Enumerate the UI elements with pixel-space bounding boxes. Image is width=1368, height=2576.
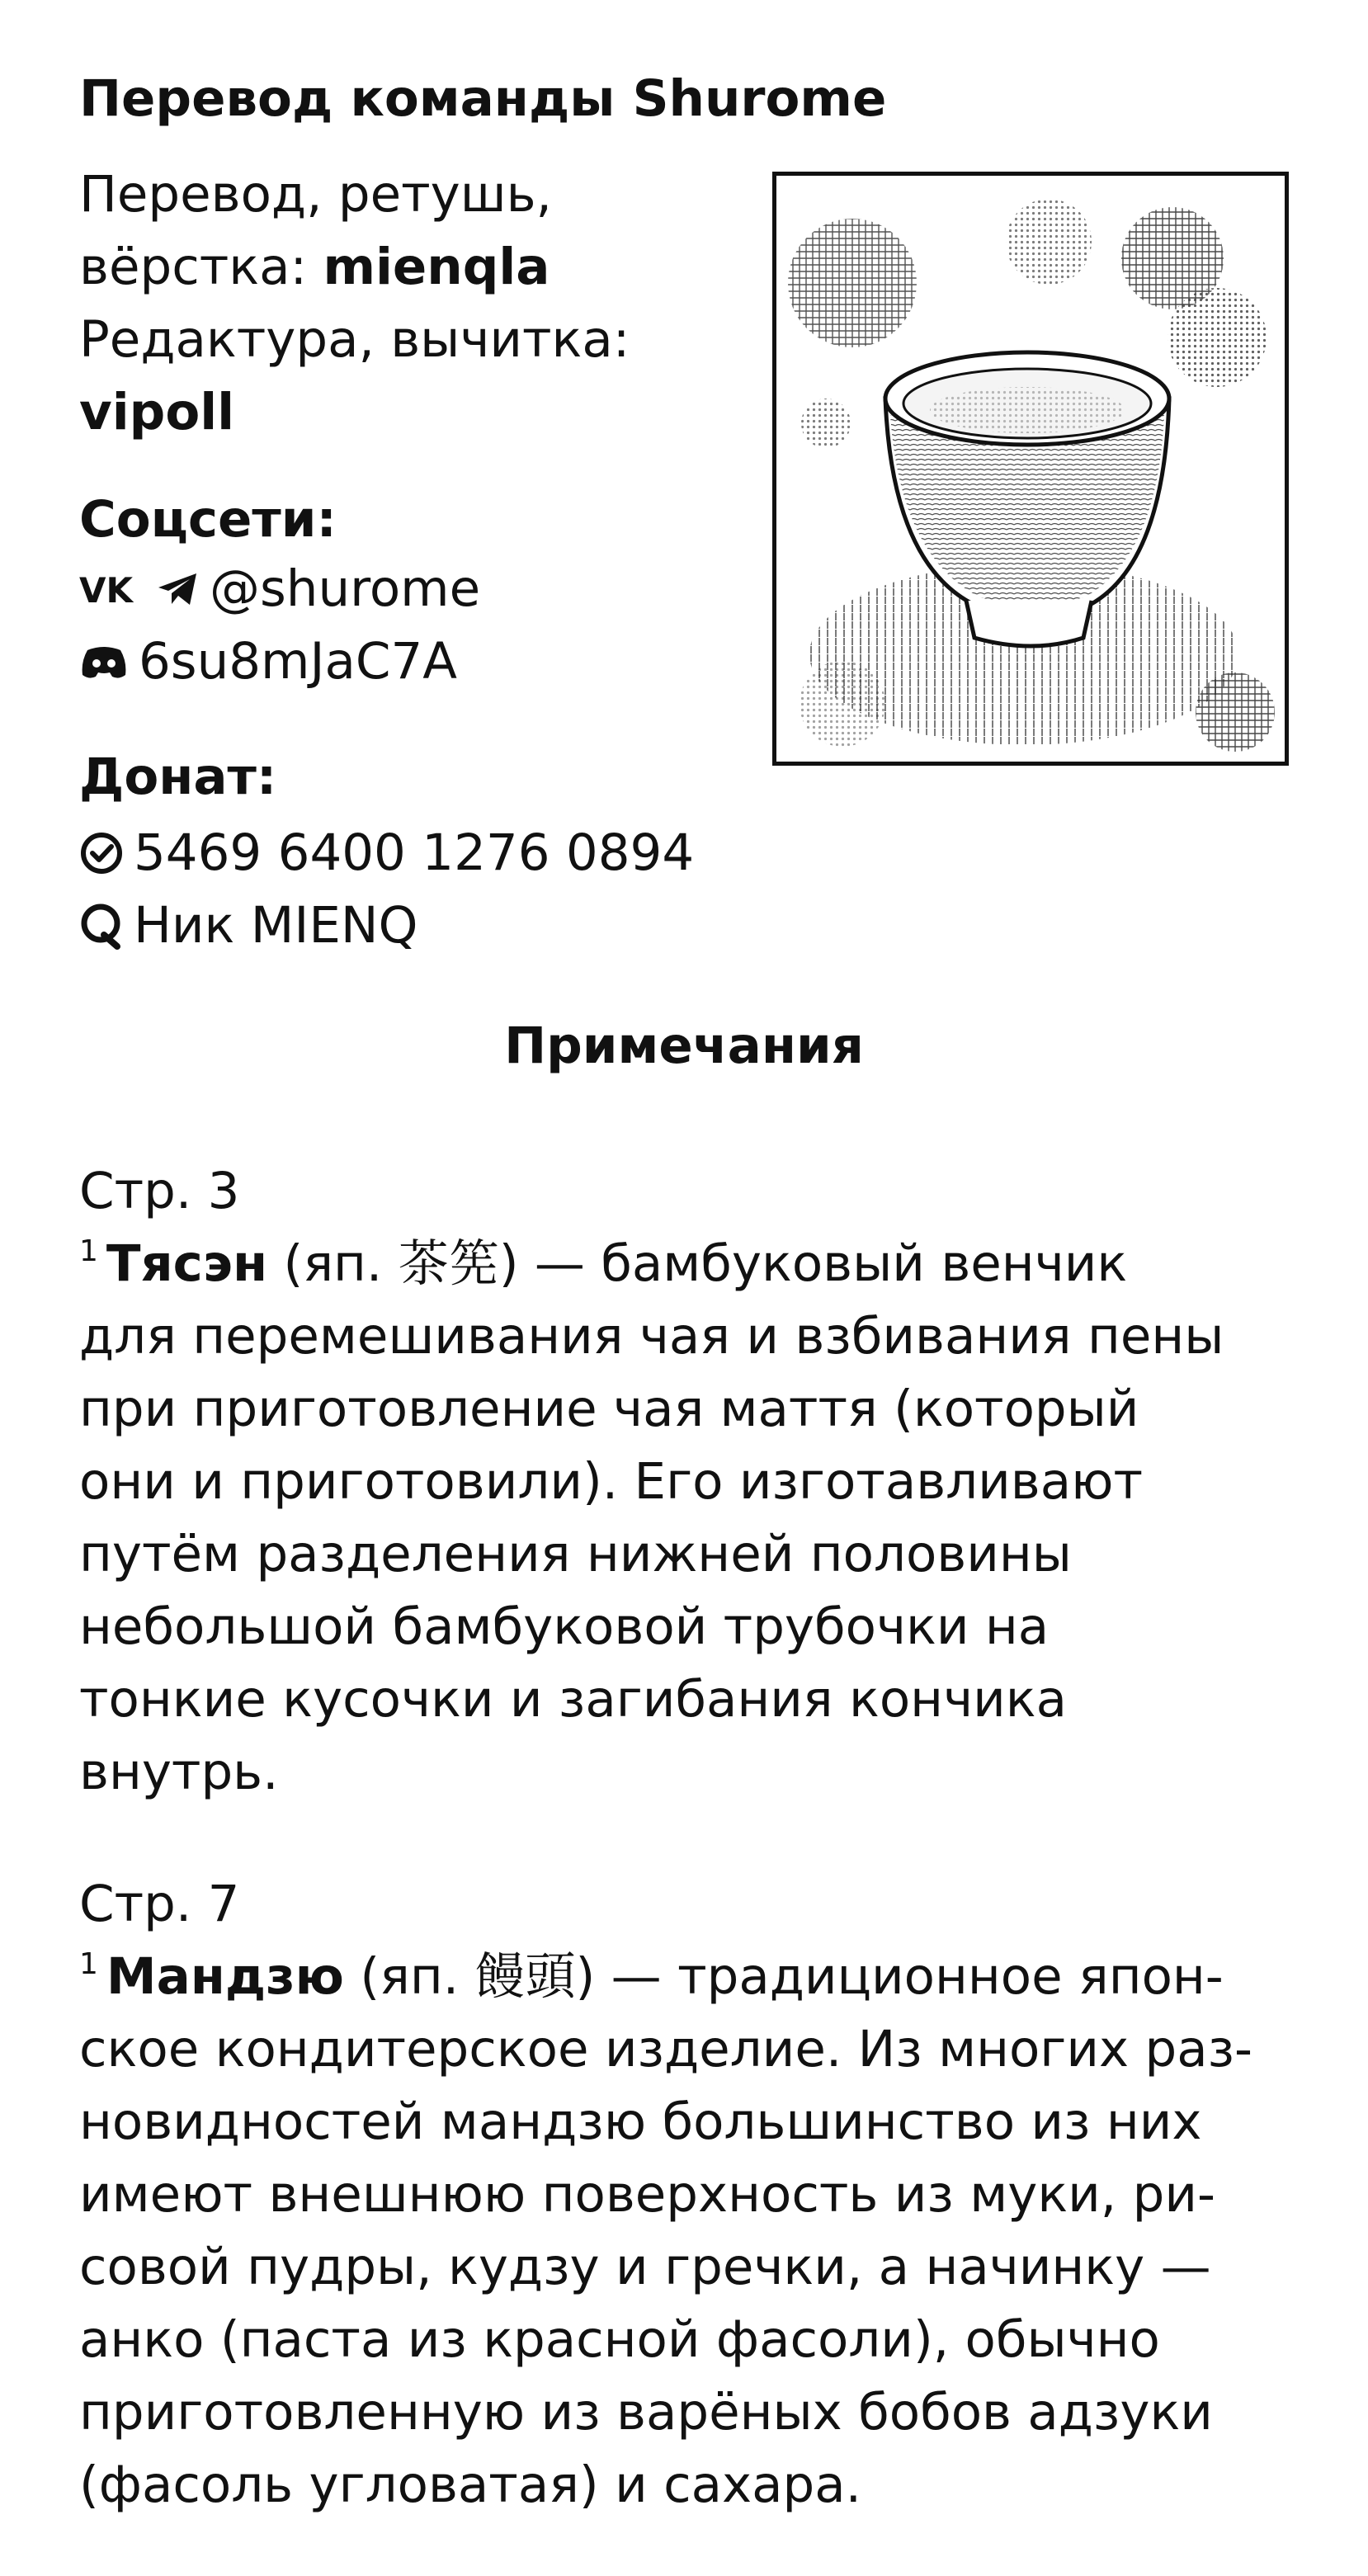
note-text-line: совой пудры, кудзу и гречки, а начинку —	[79, 2238, 1211, 2296]
note-text-line: путём разделения нижней половины	[79, 1525, 1072, 1583]
credits-block	[79, 158, 764, 449]
note-text-line: при приготовление чая маття (который	[79, 1380, 1139, 1438]
discord-icon[interactable]	[79, 644, 129, 680]
note-text-line: (яп. 饅頭) — традиционное япон-	[343, 1947, 1224, 2006]
footnote-marker: 1	[79, 1947, 98, 1981]
credits-editor-line	[79, 376, 764, 449]
card-row[interactable]	[79, 817, 694, 889]
note-text-line: имеют внешнюю поверхность из муки, ри-	[79, 2165, 1215, 2224]
note-first-line	[79, 1228, 1300, 1300]
note-text-line: (яп. 茶筅) — бамбуковый венчик	[267, 1234, 1128, 1293]
telegram-icon[interactable]	[157, 571, 200, 607]
vk-icon[interactable]	[79, 571, 147, 607]
tea-bowl-illustration	[772, 172, 1289, 766]
note-text-line: тонкие кусочки и загибания кончика	[79, 1670, 1067, 1729]
nick-row[interactable]	[79, 889, 418, 962]
discord-code[interactable]: 6su8mJaC7A	[139, 632, 457, 691]
note-term: Тясэн	[106, 1234, 268, 1293]
note-first-line	[79, 1941, 1300, 2013]
donate-nick[interactable]: Ник MIENQ	[134, 896, 418, 955]
credits-typesetting-line	[79, 231, 764, 304]
note-text-line: приготовленную из варёных бобов адзуки	[79, 2383, 1213, 2442]
svg-text:VK: VK	[79, 571, 134, 607]
card-number[interactable]: 5469 6400 1276 0894	[134, 823, 695, 882]
note-text-line: ское кондитерское изделие. Из многих раз-	[79, 2020, 1253, 2078]
note-page-label: Стр. 7	[79, 1875, 240, 1933]
qiwi-icon	[79, 902, 124, 950]
note-text-line: небольшой бамбуковой трубочки на	[79, 1597, 1050, 1656]
credits-translator-name: mienqla	[323, 238, 550, 296]
note-page-label: Стр. 3	[79, 1162, 240, 1220]
note-text-line: новидностей мандзю большинство из них	[79, 2092, 1202, 2151]
team-title	[79, 66, 886, 132]
note-text-line: внутрь.	[79, 1743, 279, 1801]
note-text-line: для перемешивания чая и взбивания пены	[79, 1307, 1224, 1366]
credits-typesetting-label: вёрстка:	[79, 238, 323, 296]
discord-row[interactable]	[79, 625, 457, 698]
notes-heading: Примечания	[504, 1017, 864, 1075]
note-page-3	[79, 1155, 1300, 1809]
social-handle[interactable]: @shurome	[210, 559, 481, 618]
donate-heading: Донат:	[79, 748, 277, 806]
note-text-line: они и приготовили). Его изготавливают	[79, 1452, 1144, 1511]
note-term: Мандзю	[106, 1947, 344, 2006]
credits-editing-label: Редактура, вычитка:	[79, 310, 630, 369]
note-page-7	[79, 1868, 1300, 2522]
note-text-line: анко (паста из красной фасоли), обычно	[79, 2310, 1160, 2369]
social-handle-row[interactable]	[79, 553, 480, 625]
credits-translation-label: Перевод, ретушь,	[79, 165, 552, 224]
socials-heading: Соцсети:	[79, 490, 337, 549]
note-text-line: (фасоль угловатая) и сахара.	[79, 2456, 862, 2514]
footnote-marker: 1	[79, 1234, 98, 1268]
check-circle-icon	[79, 831, 124, 875]
credits-editor-name: vipoll	[79, 383, 235, 441]
team-title-prefix: Перевод команды	[79, 69, 633, 128]
team-name: Shurome	[632, 69, 887, 128]
